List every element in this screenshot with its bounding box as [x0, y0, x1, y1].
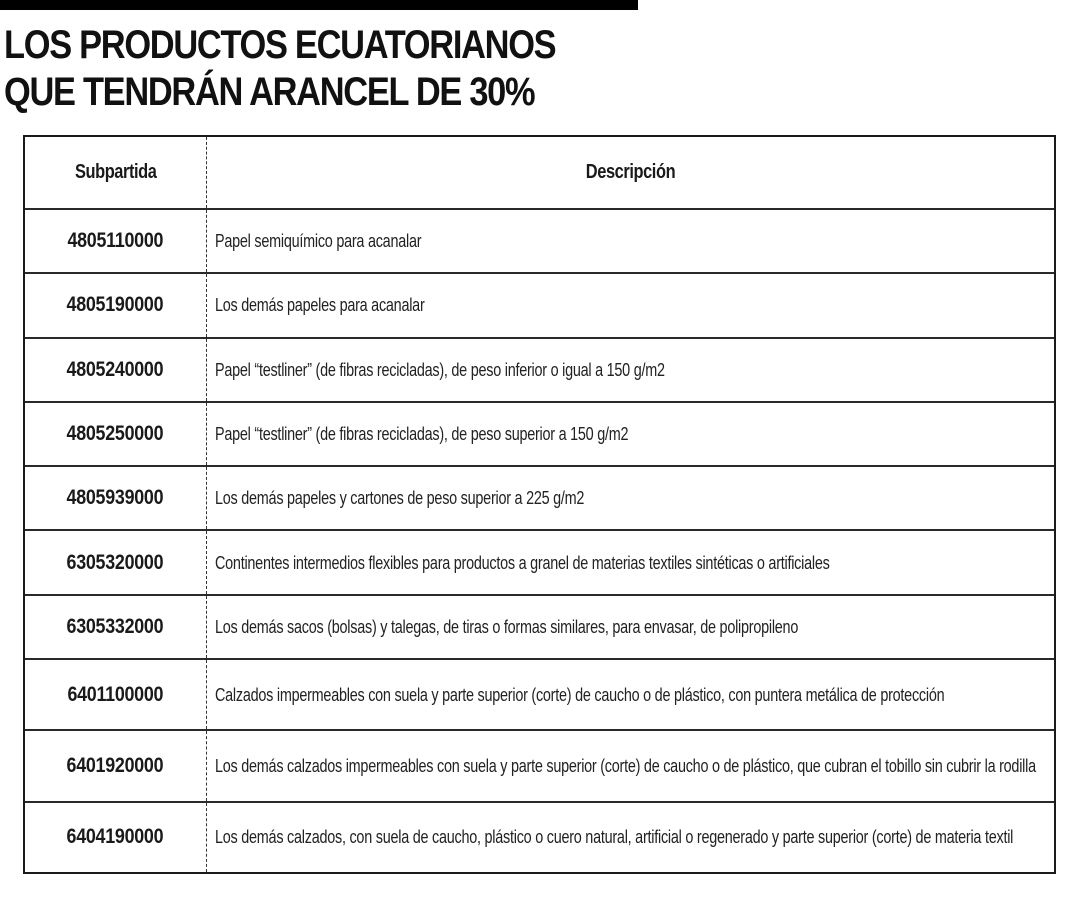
- table-row: [25, 402, 1054, 466]
- subpartida-cell: 6401100000: [25, 659, 206, 730]
- title-line-2: QUE TENDRÁN ARANCEL DE 30%: [4, 70, 535, 114]
- descripcion-cell: Los demás sacos (bolsas) y talegas, de tiras o formas similares, para envasar, de polipropileno: [206, 595, 1054, 659]
- tariff-table-container: [23, 135, 1056, 874]
- subpartida-cell: 6305332000: [25, 595, 206, 659]
- table-row: [25, 595, 1054, 659]
- table-row: [25, 338, 1054, 402]
- top-rule-bar: [0, 0, 638, 10]
- descripcion-cell: Los demás calzados impermeables con suela y parte superior (corte) de caucho o de plástico, que cubran el tobillo sin cubrir la rodilla: [206, 730, 1054, 801]
- column-header-subpartida: Subpartida: [25, 137, 206, 209]
- subpartida-cell: 4805250000: [25, 402, 206, 466]
- table-row: [25, 659, 1054, 730]
- table-row: [25, 209, 1054, 273]
- descripcion-cell: Calzados impermeables con suela y parte superior (corte) de caucho o de plástico, con puntera metálica de protección: [206, 659, 1054, 730]
- subpartida-cell: 4805110000: [25, 209, 206, 273]
- subpartida-cell: 6401920000: [25, 730, 206, 801]
- subpartida-cell: 6305320000: [25, 530, 206, 594]
- subpartida-cell: 4805939000: [25, 466, 206, 530]
- column-header-descripcion: Descripción: [206, 137, 1054, 209]
- table-row: [25, 530, 1054, 594]
- descripcion-cell: Los demás papeles para acanalar: [206, 273, 1054, 337]
- table-row: [25, 466, 1054, 530]
- title-line-1: LOS PRODUCTOS ECUATORIANOS: [4, 23, 556, 67]
- descripcion-cell: Continentes intermedios flexibles para productos a granel de materias textiles sintéticas o artificiales: [206, 530, 1054, 594]
- subpartida-cell: 4805240000: [25, 338, 206, 402]
- table-row: [25, 802, 1054, 872]
- descripcion-cell: Los demás papeles y cartones de peso superior a 225 g/m2: [206, 466, 1054, 530]
- table-row: [25, 730, 1054, 801]
- subpartida-cell: 6404190000: [25, 802, 206, 872]
- descripcion-cell: Los demás calzados, con suela de caucho, plástico o cuero natural, artificial o regenerado y parte superior (corte) de materia textil: [214, 827, 1013, 848]
- table-row: [25, 273, 1054, 337]
- descripcion-cell: Papel “testliner” (de fibras recicladas), de peso superior a 150 g/m2: [206, 402, 1054, 466]
- descripcion-cell: Papel “testliner” (de fibras recicladas), de peso inferior o igual a 150 g/m2: [206, 338, 1054, 402]
- descripcion-cell: Papel semiquímico para acanalar: [206, 209, 1054, 273]
- table-header-row: [25, 137, 1054, 209]
- tariff-table: [25, 137, 1054, 872]
- subpartida-cell: 4805190000: [25, 273, 206, 337]
- page-title: [4, 22, 555, 116]
